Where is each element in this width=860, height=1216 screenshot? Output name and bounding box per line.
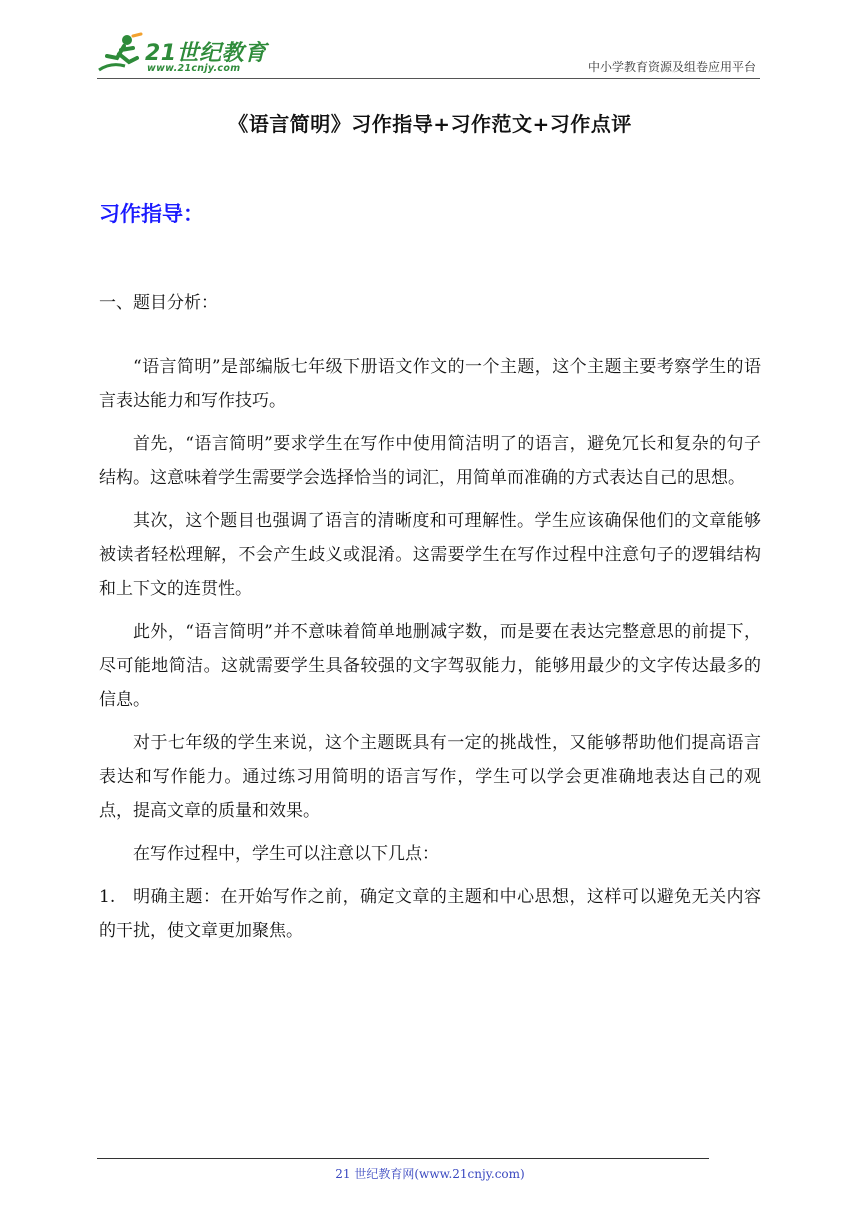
runner-logo-icon [97, 32, 145, 76]
footer-text[interactable]: 21 世纪教育网(www.21cnjy.com) [335, 1167, 525, 1181]
sub-heading: 一、题目分析： [99, 293, 218, 313]
page-header [97, 30, 760, 79]
logo[interactable] [97, 32, 267, 76]
platform-label: 中小学教育资源及组卷应用平台 [587, 60, 756, 74]
section-title: 习作指导： [99, 202, 204, 226]
body-content [99, 350, 761, 957]
footer-divider [97, 1158, 709, 1159]
paragraph: 其次，这个题目也强调了语言的清晰度和可理解性。学生应该确保他们的文章能够被读者轻松理解，不会产生歧义或混淆。这需要学生在写作过程中注意句子的逻辑结构和上下文的连贯性。 [99, 511, 761, 599]
logo-name: 21世纪教育 [145, 41, 267, 66]
logo-url: www.21cnjy.com [147, 63, 241, 74]
paragraph: 在写作过程中，学生可以注意以下几点： [133, 844, 439, 864]
paragraph: “语言简明”是部编版七年级下册语文作文的一个主题，这个主题主要考察学生的语言表达能力和写作技巧。 [99, 357, 761, 411]
list-item: 1. 明确主题：在开始写作之前，确定文章的主题和中心思想，这样可以避免无关内容的干扰，使文章更加聚焦。 [99, 887, 761, 941]
paragraph: 此外，“语言简明”并不意味着简单地删减字数，而是要在表达完整意思的前提下，尽可能地简洁。这就需要学生具备较强的文字驾驭能力，能够用最少的文字传达最多的信息。 [99, 622, 761, 710]
paragraph: 对于七年级的学生来说，这个主题既具有一定的挑战性，又能够帮助他们提高语言表达和写作能力。通过练习用简明的语言写作，学生可以学会更准确地表达自己的观点，提高文章的质量和效果。 [99, 733, 761, 821]
document-title: 《语言简明》习作指导+习作范文+习作点评 [228, 112, 632, 136]
paragraph: 首先，“语言简明”要求学生在写作中使用简洁明了的语言，避免冗长和复杂的句子结构。这意味着学生需要学会选择恰当的词汇，用简单而准确的方式表达自己的思想。 [99, 434, 761, 488]
